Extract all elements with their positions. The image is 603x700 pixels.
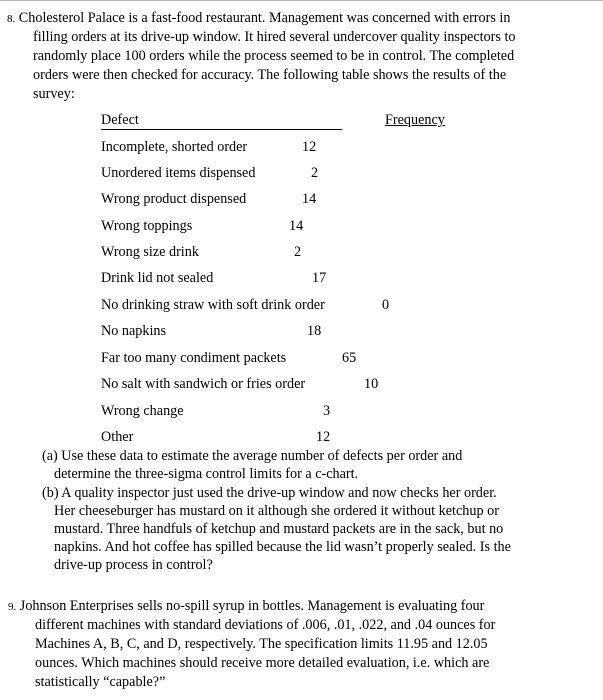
problem-9-line-2: different machines with standard deviations of .006, .01, .022, and .04 ounces for [35, 617, 496, 633]
part-b-line-5: drive-up process in control? [54, 557, 213, 573]
problem-9-statement [8, 597, 598, 692]
defect-label: Unordered items dispensed [101, 165, 256, 181]
problem-8-number: 8. [7, 13, 16, 25]
problem-8-line-2: filling orders at its drive-up window. It hired several undercover quality inspectors to [33, 29, 516, 45]
problem-9-line-3: Machines A, B, C, and D, respectively. The specification limits 11.95 and 12.05 [35, 636, 488, 652]
defect-frequency: 65 [342, 350, 357, 366]
problem-8-statement [7, 9, 600, 104]
table-header-defect: Defect [101, 111, 342, 130]
defect-frequency: 10 [364, 376, 379, 392]
defect-frequency: 14 [302, 191, 317, 207]
defect-label: Far too many condiment packets [101, 350, 287, 366]
defect-label: Wrong toppings [101, 218, 193, 234]
defect-label: No drinking straw with soft drink order [101, 297, 325, 313]
problem-8-line-5: survey: [33, 86, 75, 102]
part-a-line-1: (a) Use these data to estimate the average number of defects per order and [42, 448, 463, 464]
part-b-line-1: (b) A quality inspector just used the drive-up window and now checks her order. [42, 485, 497, 501]
defect-label: No salt with sandwich or fries order [101, 376, 306, 392]
problem-9-line-1: 9. Johnson Enterprises sells no-spill syrup in bottles. Management is evaluating four [8, 598, 485, 614]
defect-label: Drink lid not sealed [101, 270, 214, 286]
problem-9-number: 9. [8, 601, 17, 613]
defect-label: No napkins [101, 323, 167, 339]
part-b-line-3: mustard. Three handfuls of ketchup and mustard packets are in the sack, but no [54, 521, 504, 537]
defect-frequency: 12 [316, 429, 331, 445]
defect-frequency: 2 [294, 244, 302, 260]
defect-label: Wrong product dispensed [101, 191, 247, 207]
defect-label: Wrong change [101, 403, 184, 419]
table-header-frequency: Frequency [385, 112, 445, 128]
defect-frequency: 18 [307, 323, 322, 339]
defect-frequency: 2 [311, 165, 319, 181]
defect-frequency: 12 [302, 139, 317, 155]
problem-8-part-a [42, 447, 597, 483]
defect-label: Wrong size drink [101, 244, 199, 260]
part-b-line-2: Her cheeseburger has mustard on it although she ordered it without ketchup or [54, 503, 499, 519]
problem-9-line-5: statistically “capable?” [35, 674, 166, 690]
defect-frequency: 3 [323, 403, 331, 419]
defect-frequency: 14 [289, 218, 304, 234]
part-b-line-4: napkins. And hot coffee has spilled because the lid wasn’t properly sealed. Is the [54, 539, 511, 555]
problem-8-line-1: 8. Cholesterol Palace is a fast-food restaurant. Management was concerned with errors in [7, 10, 511, 26]
problem-8-line-4: orders were then checked for accuracy. The following table shows the results of the [33, 67, 507, 83]
problem-8-part-b [42, 484, 597, 574]
defect-label: Incomplete, shorted order [101, 139, 248, 155]
top-border [0, 0, 603, 1]
defect-label: Other [101, 429, 134, 445]
part-a-line-2: determine the three-sigma control limits for a c-chart. [54, 466, 359, 482]
problem-9-line-4: ounces. Which machines should receive more detailed evaluation, i.e. which are [35, 655, 490, 671]
problem-8-line-3: randomly place 100 orders while the process seemed to be in control. The completed [33, 48, 515, 64]
defect-frequency: 0 [382, 297, 390, 313]
defect-frequency: 17 [312, 270, 327, 286]
